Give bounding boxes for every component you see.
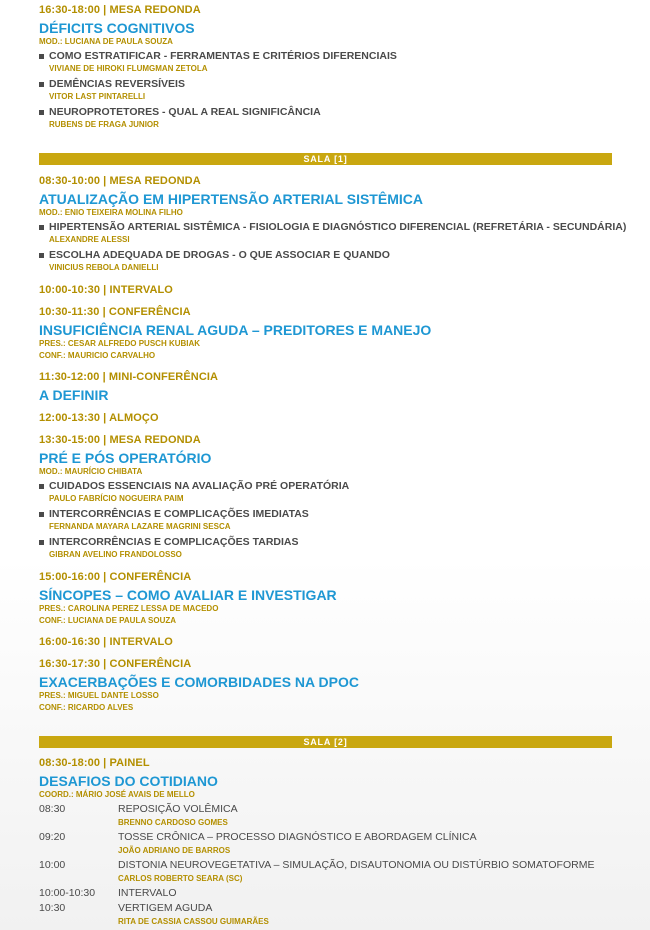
talk-speaker: VIVIANE DE HIROKI FLUMGMAN ZETOLA (49, 64, 208, 73)
row-title: VERTIGEM AGUDA (118, 902, 213, 914)
session-title: PRÉ E PÓS OPERATÓRIO (39, 450, 212, 466)
session-syncope (39, 571, 612, 627)
room-banner: SALA [2] (39, 736, 612, 748)
lunch-time: 12:00-13:30 | ALMOÇO (39, 412, 159, 424)
list-item (39, 221, 627, 245)
list-item (39, 78, 612, 102)
session-renal (39, 306, 612, 362)
row-time: 08:30 (39, 803, 66, 815)
row-time: 10:30 (39, 902, 66, 914)
talk-speaker: PAULO FABRÍCIO NOGUEIRA PAIM (49, 494, 184, 503)
moderator: MOD.: LUCIANA DE PAULA SOUZA (39, 37, 173, 46)
list-item (39, 249, 612, 273)
presenter: PRES.: MIGUEL DANTE LOSSO (39, 691, 159, 700)
talk-speaker: ALEXANDRE ALESSI (49, 235, 130, 244)
table-row (39, 803, 612, 831)
talk-title: NEUROPROTETORES - QUAL A REAL SIGNIFICÂNCIA (49, 106, 612, 119)
session-time: 16:30-18:00 | MESA REDONDA (39, 4, 201, 16)
moderator: MOD.: MAURÍCIO CHIBATA (39, 467, 143, 476)
list-item (39, 50, 612, 74)
row-speaker: RITA DE CASSIA CASSOU GUIMARÃES (118, 917, 269, 926)
talk-title: INTERCORRÊNCIAS E COMPLICAÇÕES TARDIAS (49, 536, 612, 549)
conferencist: CONF.: MAURICIO CARVALHO (39, 351, 156, 360)
talk-title: COMO ESTRATIFICAR - FERRAMENTAS E CRITÉRIOS DIFERENCIAIS (49, 50, 612, 63)
session-title: ATUALIZAÇÃO EM HIPERTENSÃO ARTERIAL SISTÊMICA (39, 191, 423, 207)
row-speaker: BRENNO CARDOSO GOMES (118, 818, 228, 827)
presenter: PRES.: CESAR ALFREDO PUSCH KUBIAK (39, 339, 201, 348)
conferencist: CONF.: LUCIANA DE PAULA SOUZA (39, 616, 177, 625)
session-title: DESAFIOS DO COTIDIANO (39, 773, 218, 789)
row-title: REPOSIÇÃO VOLÊMICA (118, 803, 238, 815)
row-time: 10:00-10:30 (39, 887, 96, 899)
conferencist: CONF.: RICARDO ALVES (39, 703, 134, 712)
session-title: SÍNCOPES – COMO AVALIAR E INVESTIGAR (39, 587, 337, 603)
break-time: 10:00-10:30 | INTERVALO (39, 284, 173, 296)
table-row (39, 887, 612, 902)
list-item (39, 536, 612, 560)
talk-speaker: RUBENS DE FRAGA JUNIOR (49, 120, 159, 129)
talk-title: HIPERTENSÃO ARTERIAL SISTÊMICA - FISIOLOGIA E DIAGNÓSTICO DIFERENCIAL (REFRETÁRIA - SECUNDÁRIA) (49, 221, 627, 233)
row-title: INTERVALO (118, 887, 177, 899)
session-title: DÉFICITS COGNITIVOS (39, 20, 195, 36)
talk-title: CUIDADOS ESSENCIAIS NA AVALIAÇÃO PRÉ OPERATÓRIA (49, 480, 612, 493)
table-row (39, 859, 612, 887)
list-item (39, 106, 612, 130)
session-time: 16:30-17:30 | CONFERÊNCIA (39, 658, 192, 670)
room-banner: SALA [1] (39, 153, 612, 165)
session-time: 15:00-16:00 | CONFERÊNCIA (39, 571, 192, 583)
table-row (39, 902, 612, 930)
row-title: TOSSE CRÔNICA – PROCESSO DIAGNÓSTICO E ABORDAGEM CLÍNICA (118, 831, 477, 843)
talk-speaker: VITOR LAST PINTARELLI (49, 92, 146, 101)
moderator: MOD.: ENIO TEIXEIRA MOLINA FILHO (39, 208, 183, 217)
row-time: 10:00 (39, 859, 66, 871)
list-item (39, 508, 612, 532)
talk-title: INTERCORRÊNCIAS E COMPLICAÇÕES IMEDIATAS (49, 508, 612, 521)
session-time: 08:30-10:00 | MESA REDONDA (39, 175, 201, 187)
row-title: DISTONIA NEUROVEGETATIVA – SIMULAÇÃO, DISAUTONOMIA OU DISTÚRBIO SOMATOFORME (118, 859, 595, 871)
session-time: 10:30-11:30 | CONFERÊNCIA (39, 306, 191, 318)
session-hypertension (39, 175, 627, 273)
list-item (39, 480, 612, 504)
session-deficits (39, 4, 612, 130)
talk-speaker: FERNANDA MAYARA LAZARE MAGRINI SESCA (49, 522, 231, 531)
session-title: INSUFICIÊNCIA RENAL AGUDA – PREDITORES E MANEJO (39, 322, 432, 338)
session-time: 08:30-18:00 | PAINEL (39, 757, 150, 769)
break-time: 16:00-16:30 | INTERVALO (39, 636, 173, 648)
session-pre-post-op (39, 434, 612, 560)
talk-title: DEMÊNCIAS REVERSÍVEIS (49, 78, 612, 91)
row-speaker: JOÃO ADRIANO DE BARROS (118, 846, 231, 855)
session-title: A DEFINIR (39, 387, 109, 403)
talk-speaker: GIBRAN AVELINO FRANDOLOSSO (49, 550, 182, 559)
coordinator: COORD.: MÁRIO JOSÉ AVAIS DE MELLO (39, 790, 195, 799)
talk-speaker: VINICIUS REBOLA DANIELLI (49, 263, 159, 272)
row-time: 09:20 (39, 831, 66, 843)
talk-title: ESCOLHA ADEQUADA DE DROGAS - O QUE ASSOCIAR E QUANDO (49, 249, 612, 262)
table-row (39, 831, 612, 859)
presenter: PRES.: CAROLINA PEREZ LESSA DE MACEDO (39, 604, 219, 613)
session-dpoc (39, 658, 612, 714)
session-panel (39, 757, 612, 930)
row-speaker: CARLOS ROBERTO SEARA (SC) (118, 874, 243, 883)
session-title: EXACERBAÇÕES E COMORBIDADES NA DPOC (39, 674, 359, 690)
session-time: 11:30-12:00 | MINI-CONFERÊNCIA (39, 371, 219, 383)
session-mini-conference (39, 371, 612, 403)
session-time: 13:30-15:00 | MESA REDONDA (39, 434, 201, 446)
